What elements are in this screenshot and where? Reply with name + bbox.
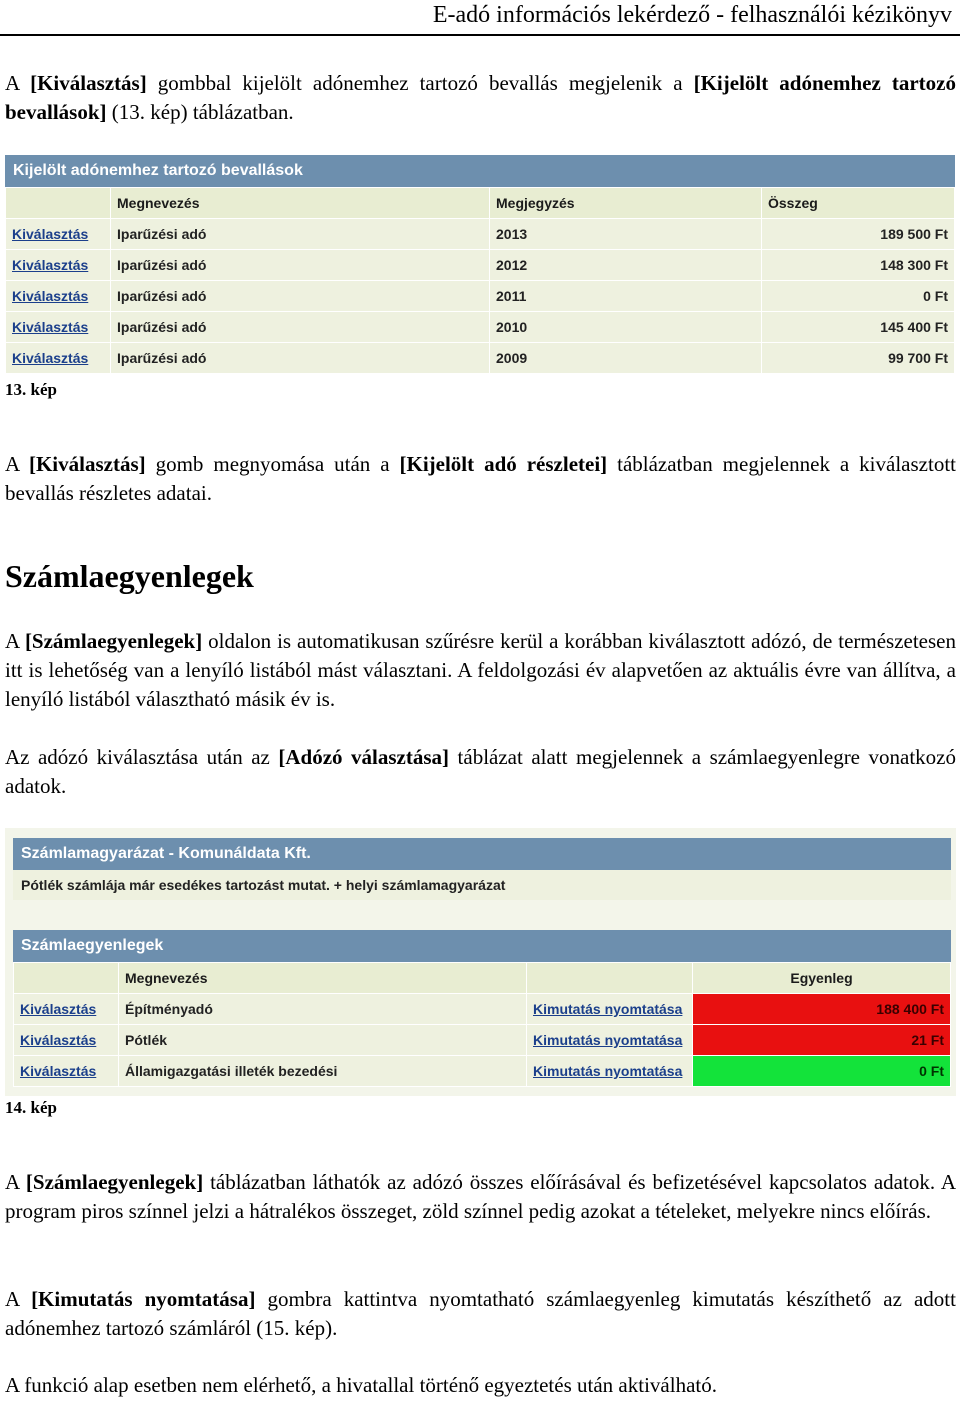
paragraph-4 [5, 743, 956, 801]
paragraph-5 [5, 1168, 956, 1226]
table-row [6, 343, 955, 374]
bold-term: [Kimutatás nyomtatása] [31, 1287, 256, 1311]
select-link[interactable]: Kiválasztás [12, 350, 89, 366]
table-row [6, 312, 955, 343]
col-header-name: Megnevezés [119, 963, 527, 994]
name-cell: Iparűzési adó [111, 312, 490, 343]
paragraph-2 [5, 450, 956, 508]
amount-cell: 148 300 Ft [762, 250, 955, 281]
bold-term: [Kiválasztás] [30, 71, 147, 95]
select-link[interactable]: Kiválasztás [12, 288, 89, 304]
amount-cell: 0 Ft [762, 281, 955, 312]
name-cell: Iparűzési adó [111, 219, 490, 250]
text: oldalon is automatikusan szűrésre kerül a korábban kiválasztott adózó, de természetesen itt is lehetőség van a lenyíló listából mást választani. A feldolgozási év alapvetően az aktuális évre van állítva, a lenyíló listából választható másik év is. [5, 629, 956, 711]
table-title: Számlaegyenlegek [13, 930, 951, 962]
select-link[interactable]: Kiválasztás [20, 1001, 97, 1017]
note-cell: 2012 [490, 250, 762, 281]
balance-cell: 21 Ft [693, 1025, 951, 1056]
name-cell: Iparűzési adó [111, 250, 490, 281]
bold-term: [Kiválasztás] [28, 452, 146, 476]
select-link[interactable]: Kiválasztás [20, 1063, 97, 1079]
name-cell: Építményadó [119, 994, 527, 1025]
name-cell: Iparűzési adó [111, 343, 490, 374]
paragraph-7: A funkció alap esetben nem elérhető, a hivatallal történő egyeztetés után aktiválható. [5, 1373, 717, 1397]
text: gombra kattintva nyomtatható számlaegyenleg kimutatás készíthető az adott adónemhez tartozó számláról (15. kép). [5, 1287, 956, 1340]
name-cell: Pótlék [119, 1025, 527, 1056]
balance-cell: 188 400 Ft [693, 994, 951, 1025]
col-header-name: Megnevezés [111, 188, 490, 219]
balances-table [13, 962, 951, 1087]
bold-term: [Számlaegyenlegek] [25, 1170, 204, 1194]
paragraph-3 [5, 627, 956, 714]
bold-term: [Adózó választása] [278, 745, 450, 769]
name-cell: Iparűzési adó [111, 281, 490, 312]
amount-cell: 145 400 Ft [762, 312, 955, 343]
col-header-action [14, 963, 119, 994]
table-title: Kijelölt adónemhez tartozó bevallások [5, 155, 955, 187]
section-heading: Számlaegyenlegek [5, 558, 254, 594]
text: A [5, 71, 31, 95]
figure-caption-14: 14. kép [5, 1098, 57, 1117]
table-row [6, 219, 955, 250]
amount-cell: 99 700 Ft [762, 343, 955, 374]
figure-caption-13: 13. kép [5, 380, 57, 399]
bold-term: [Kijelölt adónemhez tartozó bevallások] [5, 71, 956, 124]
note-cell: 2011 [490, 281, 762, 312]
table-row [14, 1056, 951, 1087]
text: gombbal kijelölt adónemhez tartozó bevallás megjelenik a [146, 71, 694, 95]
name-cell: Államigazgatási illeték bezedési [119, 1056, 527, 1087]
table-row [6, 281, 955, 312]
table-row [6, 250, 955, 281]
text: gomb megnyomása után a [145, 452, 400, 476]
select-link[interactable]: Kiválasztás [12, 226, 89, 242]
select-link[interactable]: Kiválasztás [12, 257, 89, 273]
account-explanation-panel [13, 838, 951, 900]
print-statement-link[interactable]: Kimutatás nyomtatása [533, 1063, 683, 1079]
col-header-print [527, 963, 693, 994]
amount-cell: 189 500 Ft [762, 219, 955, 250]
screenshot-14 [5, 828, 956, 1096]
select-link[interactable]: Kiválasztás [12, 319, 89, 335]
text: A [5, 1170, 26, 1194]
info-title: Számlamagyarázat - Komunáldata Kft. [13, 838, 951, 870]
bold-term: [Kijelölt adó részletei] [399, 452, 608, 476]
select-link[interactable]: Kiválasztás [20, 1032, 97, 1048]
declarations-table [5, 187, 955, 374]
col-header-amount: Összeg [762, 188, 955, 219]
text: Az adózó kiválasztása után az [5, 745, 279, 769]
col-header-balance: Egyenleg [693, 963, 951, 994]
print-statement-link[interactable]: Kimutatás nyomtatása [533, 1032, 683, 1048]
table-row [14, 1025, 951, 1056]
note-cell: 2013 [490, 219, 762, 250]
col-header-note: Megjegyzés [490, 188, 762, 219]
table-row [14, 994, 951, 1025]
paragraph-6 [5, 1285, 956, 1343]
text: táblázat alatt megjelennek a számlaegyenlegre vonatkozó adatok. [5, 745, 956, 798]
note-cell: 2010 [490, 312, 762, 343]
text: (13. kép) táblázatban. [106, 100, 294, 124]
text: A [5, 1287, 32, 1311]
text: A [5, 452, 29, 476]
text: táblázatban megjelennek a kiválasztott bevallás részletes adatai. [5, 452, 956, 505]
text: A [5, 629, 25, 653]
document-header: E-adó információs lekérdező - felhasználói kézikönyv [0, 0, 960, 36]
paragraph-1 [5, 69, 956, 127]
print-statement-link[interactable]: Kimutatás nyomtatása [533, 1001, 683, 1017]
info-text: Pótlék számlája már esedékes tartozást mutat. + helyi számlamagyarázat [13, 870, 951, 900]
bold-term: [Számlaegyenlegek] [24, 629, 203, 653]
col-header-action [6, 188, 111, 219]
screenshot-13 [5, 155, 955, 374]
note-cell: 2009 [490, 343, 762, 374]
balances-panel [13, 930, 951, 1087]
balance-cell: 0 Ft [693, 1056, 951, 1087]
text: táblázatban láthatók az adózó összes előírásával és befizetésével kapcsolatos adatok. A program piros színnel jelzi a hátralékos összeget, zöld színnel pedig azokat a tételeket, melyekre nincs előírás. [5, 1170, 956, 1223]
